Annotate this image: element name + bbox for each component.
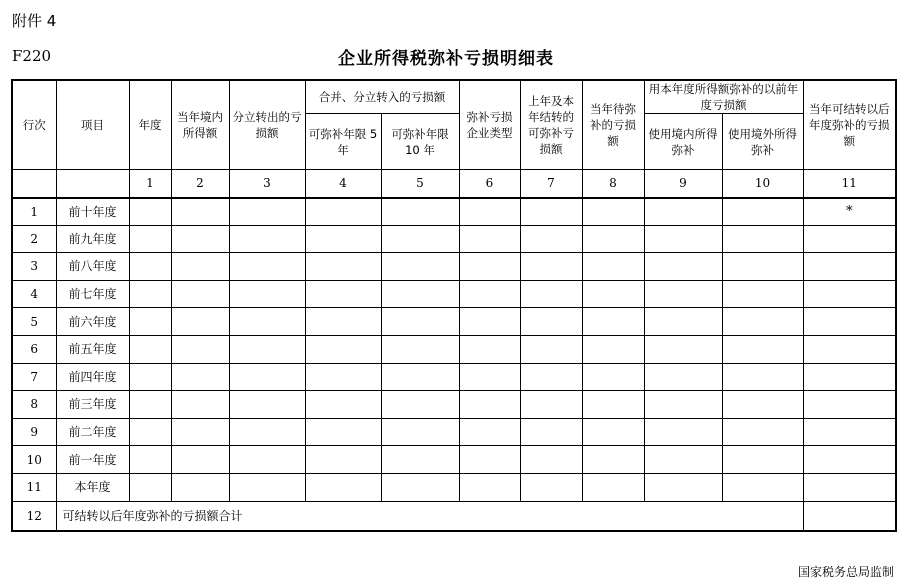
table-row — [12, 446, 896, 474]
data-cell[interactable] — [582, 308, 644, 336]
data-cell[interactable] — [129, 225, 171, 253]
data-cell[interactable] — [381, 225, 459, 253]
total-value-cell[interactable] — [803, 501, 896, 531]
data-cell[interactable] — [520, 418, 582, 446]
carry-forward-cell[interactable] — [803, 473, 896, 501]
table-row — [12, 363, 896, 391]
col-number: 1 — [129, 170, 171, 198]
total-row-label: 可结转以后年度弥补的亏损额合计 — [56, 501, 803, 531]
data-cell[interactable] — [381, 280, 459, 308]
col-number: 3 — [229, 170, 305, 198]
data-cell[interactable] — [722, 391, 803, 419]
data-cell[interactable] — [171, 280, 229, 308]
data-cell[interactable] — [229, 198, 305, 226]
data-cell[interactable] — [644, 418, 722, 446]
data-cell[interactable] — [520, 473, 582, 501]
col-number: 10 — [722, 170, 803, 198]
data-cell[interactable] — [644, 446, 722, 474]
data-cell[interactable] — [171, 418, 229, 446]
row-number: 7 — [12, 363, 56, 391]
data-cell[interactable] — [305, 335, 381, 363]
header-row-no: 行次 — [12, 80, 56, 170]
data-cell[interactable] — [171, 253, 229, 281]
data-cell[interactable] — [171, 391, 229, 419]
data-cell[interactable] — [644, 391, 722, 419]
data-cell[interactable] — [722, 280, 803, 308]
data-cell[interactable] — [520, 363, 582, 391]
column-number-row — [12, 170, 896, 198]
col-number: 4 — [305, 170, 381, 198]
data-cell[interactable] — [644, 253, 722, 281]
row-item-label: 前二年度 — [56, 418, 129, 446]
header-col-4: 可弥补年限 5 年 — [305, 114, 381, 170]
data-cell[interactable] — [459, 391, 520, 419]
data-cell[interactable] — [722, 446, 803, 474]
data-cell[interactable] — [129, 473, 171, 501]
table-row — [12, 225, 896, 253]
header-col-10: 使用境外所得弥补 — [722, 114, 803, 170]
data-cell[interactable] — [229, 473, 305, 501]
data-cell[interactable] — [459, 225, 520, 253]
header-col-2: 当年境内所得额 — [171, 80, 229, 170]
row-item-label: 前七年度 — [56, 280, 129, 308]
data-cell[interactable] — [459, 446, 520, 474]
row-number: 11 — [12, 473, 56, 501]
data-cell[interactable] — [129, 418, 171, 446]
carry-forward-cell[interactable] — [803, 225, 896, 253]
col-number: 5 — [381, 170, 459, 198]
table-row — [12, 280, 896, 308]
data-cell[interactable] — [520, 335, 582, 363]
header-col-11: 当年可结转以后年度弥补的亏损额 — [803, 80, 896, 170]
data-cell[interactable] — [582, 446, 644, 474]
carry-forward-cell[interactable] — [803, 418, 896, 446]
data-cell[interactable] — [459, 253, 520, 281]
data-cell[interactable] — [381, 418, 459, 446]
carry-forward-cell[interactable] — [803, 446, 896, 474]
header-col-1: 年度 — [129, 80, 171, 170]
row-item-label: 前一年度 — [56, 446, 129, 474]
row-item-label: 前八年度 — [56, 253, 129, 281]
data-cell[interactable] — [381, 473, 459, 501]
data-cell[interactable] — [582, 363, 644, 391]
table-row — [12, 391, 896, 419]
data-cell[interactable] — [722, 363, 803, 391]
data-cell[interactable] — [459, 473, 520, 501]
carry-forward-cell[interactable] — [803, 363, 896, 391]
data-cell[interactable] — [582, 225, 644, 253]
data-cell[interactable] — [644, 225, 722, 253]
data-cell[interactable] — [129, 280, 171, 308]
col-number: 7 — [520, 170, 582, 198]
data-cell[interactable] — [459, 418, 520, 446]
table-row — [12, 308, 896, 336]
data-cell[interactable] — [520, 391, 582, 419]
table-row — [12, 418, 896, 446]
data-cell[interactable] — [381, 363, 459, 391]
row-item-label: 前九年度 — [56, 225, 129, 253]
data-cell[interactable] — [171, 446, 229, 474]
data-cell[interactable] — [459, 280, 520, 308]
data-cell[interactable] — [229, 225, 305, 253]
data-cell[interactable] — [582, 335, 644, 363]
row-number: 10 — [12, 446, 56, 474]
attachment-label: 附件 4 — [12, 12, 57, 30]
data-cell[interactable] — [582, 418, 644, 446]
data-cell[interactable] — [381, 391, 459, 419]
data-cell[interactable] — [229, 418, 305, 446]
data-cell[interactable] — [171, 363, 229, 391]
data-cell[interactable] — [381, 253, 459, 281]
data-cell[interactable] — [644, 280, 722, 308]
data-cell[interactable] — [582, 280, 644, 308]
data-cell[interactable] — [305, 308, 381, 336]
data-cell[interactable] — [520, 308, 582, 336]
row-item-label: 前十年度 — [56, 198, 129, 226]
data-cell[interactable] — [582, 391, 644, 419]
col-number-blank — [56, 170, 129, 198]
row-number: 2 — [12, 225, 56, 253]
data-cell[interactable] — [381, 335, 459, 363]
col-number: 2 — [171, 170, 229, 198]
data-cell[interactable] — [129, 391, 171, 419]
data-cell[interactable] — [229, 391, 305, 419]
header-col-6: 弥补亏损企业类型 — [459, 80, 520, 170]
row-item-label: 前三年度 — [56, 391, 129, 419]
header-use-group: 用本年度所得额弥补的以前年度亏损额 — [644, 80, 803, 114]
col-number: 11 — [803, 170, 896, 198]
row-number: 4 — [12, 280, 56, 308]
data-cell[interactable] — [520, 198, 582, 226]
row-number: 8 — [12, 391, 56, 419]
header-col-8: 当年待弥补的亏损额 — [582, 80, 644, 170]
row-item-label: 前六年度 — [56, 308, 129, 336]
form-title: 企业所得税弥补亏损明细表 — [338, 49, 554, 69]
data-cell[interactable] — [722, 198, 803, 226]
table-row — [12, 335, 896, 363]
data-cell[interactable] — [171, 308, 229, 336]
data-cell[interactable] — [129, 308, 171, 336]
data-cell[interactable] — [381, 308, 459, 336]
data-cell[interactable] — [644, 198, 722, 226]
data-cell[interactable] — [722, 335, 803, 363]
data-cell[interactable] — [305, 198, 381, 226]
data-cell[interactable] — [520, 253, 582, 281]
data-cell[interactable] — [459, 198, 520, 226]
data-cell[interactable] — [229, 253, 305, 281]
data-cell[interactable] — [229, 446, 305, 474]
data-cell[interactable] — [229, 280, 305, 308]
data-cell[interactable] — [171, 473, 229, 501]
data-cell[interactable] — [305, 363, 381, 391]
data-cell[interactable] — [644, 363, 722, 391]
data-cell[interactable] — [520, 225, 582, 253]
loss-offset-table — [11, 79, 897, 532]
data-cell[interactable] — [722, 253, 803, 281]
carry-forward-cell[interactable]: * — [803, 198, 896, 226]
header-col-3: 分立转出的亏损额 — [229, 80, 305, 170]
carry-forward-cell[interactable] — [803, 253, 896, 281]
header-col-5: 可弥补年限 10 年 — [381, 114, 459, 170]
row-number: 6 — [12, 335, 56, 363]
data-cell[interactable] — [129, 363, 171, 391]
data-cell[interactable] — [582, 473, 644, 501]
row-item-label: 本年度 — [56, 473, 129, 501]
table-row — [12, 253, 896, 281]
col-number: 6 — [459, 170, 520, 198]
data-cell[interactable] — [644, 335, 722, 363]
carry-forward-cell[interactable] — [803, 335, 896, 363]
carry-forward-cell[interactable] — [803, 308, 896, 336]
data-cell[interactable] — [305, 446, 381, 474]
data-cell[interactable] — [171, 225, 229, 253]
data-cell[interactable] — [171, 335, 229, 363]
row-number: 9 — [12, 418, 56, 446]
row-item-label: 前五年度 — [56, 335, 129, 363]
data-cell[interactable] — [305, 280, 381, 308]
col-number: 8 — [582, 170, 644, 198]
data-cell[interactable] — [129, 446, 171, 474]
data-cell[interactable] — [459, 335, 520, 363]
data-cell[interactable] — [459, 363, 520, 391]
data-cell[interactable] — [582, 198, 644, 226]
data-cell[interactable] — [229, 335, 305, 363]
table-row — [12, 198, 896, 226]
data-cell[interactable] — [722, 473, 803, 501]
total-row — [12, 501, 896, 531]
data-cell[interactable] — [520, 446, 582, 474]
table-row — [12, 473, 896, 501]
data-cell[interactable] — [381, 446, 459, 474]
row-number: 3 — [12, 253, 56, 281]
data-cell[interactable] — [644, 473, 722, 501]
data-cell[interactable] — [171, 198, 229, 226]
table-body — [12, 80, 896, 531]
row-item-label: 前四年度 — [56, 363, 129, 391]
data-cell[interactable] — [129, 253, 171, 281]
footer-supervisor: 国家税务总局监制 — [797, 565, 894, 579]
form-code: F220 — [12, 47, 52, 65]
carry-forward-cell[interactable] — [803, 280, 896, 308]
data-cell[interactable] — [305, 391, 381, 419]
data-cell[interactable] — [722, 225, 803, 253]
data-cell[interactable] — [644, 308, 722, 336]
carry-forward-cell[interactable] — [803, 391, 896, 419]
row-number: 5 — [12, 308, 56, 336]
data-cell[interactable] — [582, 253, 644, 281]
row-number: 1 — [12, 198, 56, 226]
data-cell[interactable] — [305, 473, 381, 501]
data-cell[interactable] — [722, 308, 803, 336]
header-row-1 — [12, 80, 896, 114]
data-cell[interactable] — [229, 308, 305, 336]
data-cell[interactable] — [305, 418, 381, 446]
data-cell[interactable] — [129, 335, 171, 363]
data-cell[interactable] — [381, 198, 459, 226]
data-cell[interactable] — [129, 198, 171, 226]
data-cell[interactable] — [459, 308, 520, 336]
col-number-blank — [12, 170, 56, 198]
col-number: 9 — [644, 170, 722, 198]
header-merge-group: 合并、分立转入的亏损额 — [305, 80, 459, 114]
header-item: 项目 — [56, 80, 129, 170]
header-col-7: 上年及本年结转的可弥补亏损额 — [520, 80, 582, 170]
row-number: 12 — [12, 501, 56, 531]
data-cell[interactable] — [520, 280, 582, 308]
header-col-9: 使用境内所得弥补 — [644, 114, 722, 170]
data-cell[interactable] — [305, 253, 381, 281]
data-cell[interactable] — [229, 363, 305, 391]
data-cell[interactable] — [305, 225, 381, 253]
data-cell[interactable] — [722, 418, 803, 446]
